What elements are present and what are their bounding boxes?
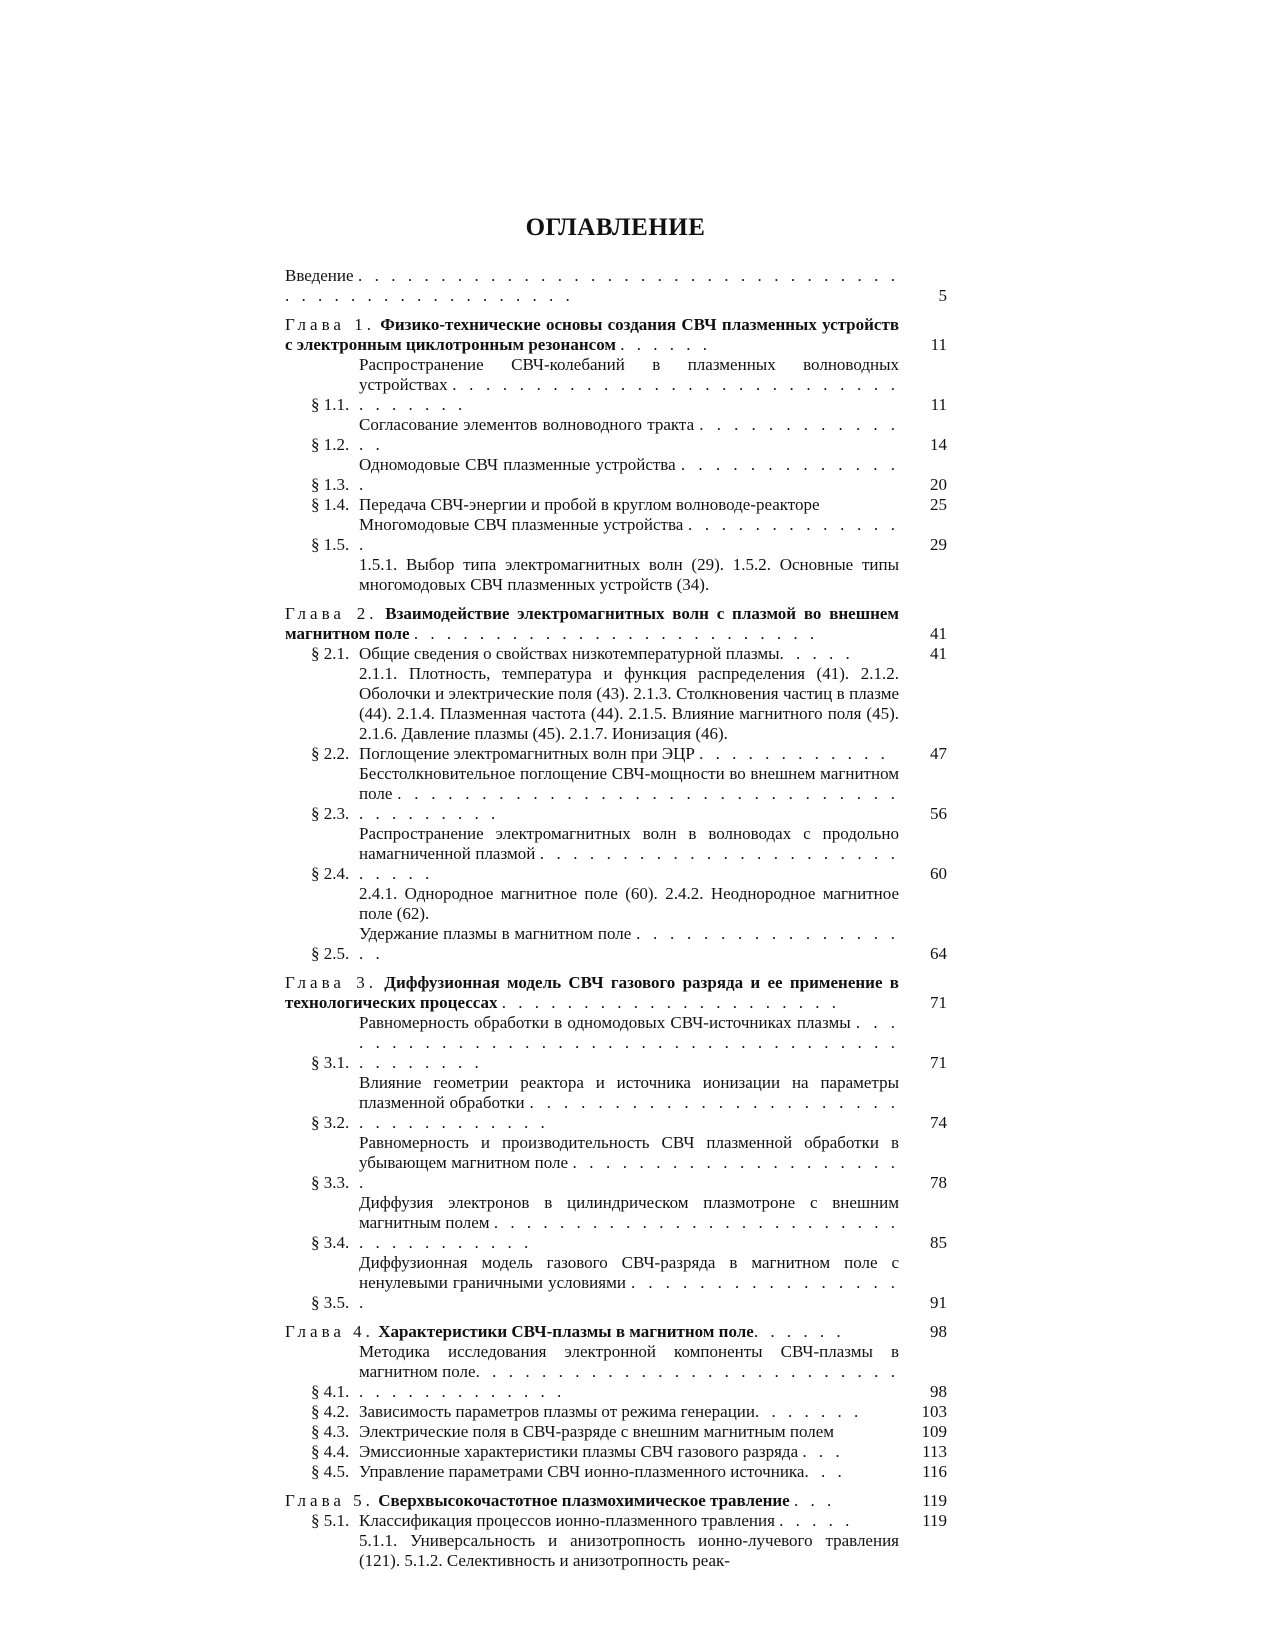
toc-section-2-4[interactable]: § 2.4. Распространение электромагнитных волн в волноводах с продольно намагниченной плазмой . . . . . . . . . . . . . . . . . . . . . . . . . . . 60 [311,824,947,883]
toc-subsections-2-4: 2.4.1. Однородное магнитное поле (60). 2.4.2. Неоднородное магнитное поле (62). [359,884,899,923]
toc-section-2-2[interactable]: § 2.2. Поглощение электромагнитных волн при ЭЦР . . . . . . . . . . . . 47 [311,744,947,763]
toc-section-2-1[interactable]: § 2.1. Общие сведения о свойствах низкотемпературной плазмы. . . . . 41 [311,644,947,663]
page-number: 11 [930,335,947,354]
table-of-contents [285,266,947,1571]
page-title: ОГЛАВЛЕНИЕ [525,214,706,241]
toc-entry-intro[interactable]: Введение . . . . . . . . . . . . . . . . . . . . . . . . . . . . . . . . . . . . . . . . . . . . . . . . . . . 5 [285,266,947,305]
toc-section-4-3[interactable]: § 4.3. Электрические поля в СВЧ-разряде с внешним магнитным полем 109 [311,1422,947,1441]
toc-section-4-1[interactable]: § 4.1. Методика исследования электронной компоненты СВЧ-плазмы в магнитном поле. . . . . . . . . . . . . . . . . . . . . . . . . . . . . . . . . . . . . . . 98 [311,1342,947,1401]
toc-subsections-5-1: 5.1.1. Универсальность и анизотропность ионно-лучевого травления (121). 5.1.2. Селективность и анизотропность реак- [359,1531,899,1570]
toc-section-1-1[interactable]: § 1.1. Распространение СВЧ-колебаний в плазменных волноводных устройствах . . . . . . . . . . . . . . . . . . . . . . . . . . . . . . . . . . 11 [311,355,947,414]
toc-section-3-1[interactable]: § 3.1. Равномерность обработки в одномодовых СВЧ-источниках плазмы . . . . . . . . . . . . . . . . . . . . . . . . . . . . . . . . . . . . . . . . . . . . 71 [311,1013,947,1072]
chapter-title: Физико-технические основы создания СВЧ плазменных устройств с электронным циклотронным резонансом [285,315,900,354]
toc-chapter-4[interactable]: Глава 4. Характеристики СВЧ-плазмы в магнитном поле. . . . . . 98 [285,1322,947,1341]
toc-chapter-3[interactable]: Глава 3. Диффузионная модель СВЧ газового разряда и ее применение в технологических процессах . . . . . . . . . . . . . . . . . . . . . 71 [285,973,947,1012]
toc-section-3-3[interactable]: § 3.3. Равномерность и производительность СВЧ плазменной обработки в убывающем магнитном поле . . . . . . . . . . . . . . . . . . . . . 78 [311,1133,947,1192]
toc-section-5-1[interactable]: § 5.1. Классификация процессов ионно-плазменного травления . . . . . 119 [311,1511,947,1530]
toc-chapter-1[interactable]: Глава 1. Физико-технические основы создания СВЧ плазменных устройств с электронным циклотронным резонансом . . . . . . 11 [285,315,947,354]
toc-chapter-5[interactable]: Глава 5. Сверхвысокочастотное плазмохимическое травление . . . 119 [285,1491,947,1510]
toc-section-2-3[interactable]: § 2.3. Бесстолкновительное поглощение СВЧ-мощности во внешнем магнитном поле . . . . . . . . . . . . . . . . . . . . . . . . . . . . . . . . . . . . . . . 56 [311,764,947,823]
toc-section-1-2[interactable]: § 1.2. Согласование элементов волноводного тракта . . . . . . . . . . . . . . 14 [311,415,947,454]
section-number: § 1.1. [311,395,350,414]
toc-subsections-1-5: 1.5.1. Выбор типа электромагнитных волн (29). 1.5.2. Основные типы многомодовых СВЧ плазменных устройств (34). [359,555,899,594]
toc-section-4-2[interactable]: § 4.2. Зависимость параметров плазмы от режима генерации. . . . . . . 103 [311,1402,947,1421]
page-number: 5 [938,286,947,305]
toc-chapter-2[interactable]: Глава 2. Взаимодействие электромагнитных волн с плазмой во внешнем магнитном поле . . . . . . . . . . . . . . . . . . . . . . . . . 41 [285,604,947,643]
toc-section-1-3[interactable]: § 1.3. Одномодовые СВЧ плазменные устройства . . . . . . . . . . . . . . 20 [311,455,947,494]
toc-section-4-5[interactable]: § 4.5. Управление параметрами СВЧ ионно-плазменного источника. . . 116 [311,1462,947,1481]
toc-section-2-5[interactable]: § 2.5. Удержание плазмы в магнитном поле . . . . . . . . . . . . . . . . . . 64 [311,924,947,963]
toc-section-1-5[interactable]: § 1.5. Многомодовые СВЧ плазменные устройства . . . . . . . . . . . . . . 29 [311,515,947,554]
toc-section-1-4[interactable]: § 1.4. Передача СВЧ-энергии и пробой в круглом волноводе-реакторе 25 [311,495,947,514]
toc-section-3-2[interactable]: § 3.2. Влияние геометрии реактора и источника ионизации на параметры плазменной обработки . . . . . . . . . . . . . . . . . . . . . . . . . . . . . . . . . . 74 [311,1073,947,1132]
toc-section-3-4[interactable]: § 3.4. Диффузия электронов в цилиндрическом плазмотроне с внешним магнитным полем . . . . . . . . . . . . . . . . . . . . . . . . . . . . . . . . . . . . 85 [311,1193,947,1252]
chapter-prefix: Глава 1. [285,315,375,334]
toc-subsections-2-1: 2.1.1. Плотность, температура и функция распределения (41). 2.1.2. Оболочки и электрические поля (43). 2.1.3. Столкновения частиц в плазме (44). 2.1.4. Плазменная частота (44). 2.1.5. Влияние магнитного поля (45). 2.1.6. Давление плазмы (45). 2.1.7. Ионизация (46). [359,664,899,743]
toc-section-4-4[interactable]: § 4.4. Эмиссионные характеристики плазмы СВЧ газового разряда . . . 113 [311,1442,947,1461]
toc-section-3-5[interactable]: § 3.5. Диффузионная модель газового СВЧ-разряда в магнитном поле с ненулевыми граничными условиями . . . . . . . . . . . . . . . . . 91 [311,1253,947,1312]
